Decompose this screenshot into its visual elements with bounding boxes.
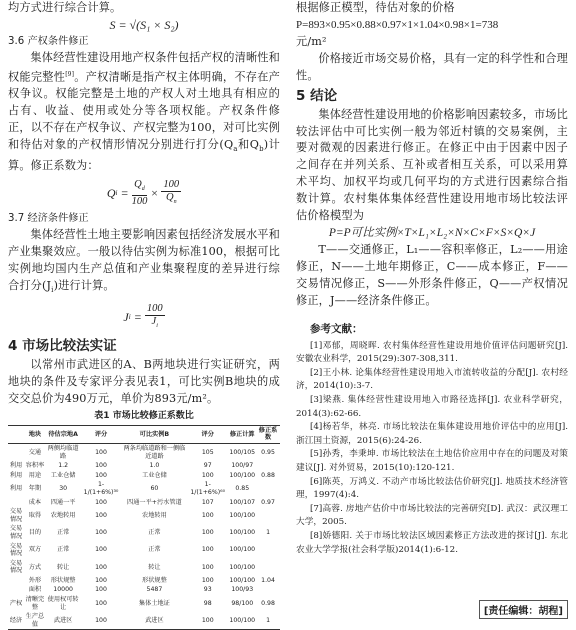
table-cell: 清晰完整 (25, 596, 45, 611)
table-cell: 93 (203, 586, 212, 594)
table-cell: 0.97 (261, 498, 275, 506)
table-group-cell: 利用 (9, 485, 23, 493)
table-row (8, 585, 280, 595)
equation-model: P=P可比实例×T×L₁×L₂×N×C×F×S×Q×J (328, 226, 536, 239)
table-cell: 98/100 (231, 599, 254, 607)
table-row (8, 480, 280, 497)
table-cell: 100 (201, 546, 214, 554)
price-conclusion-text: 价格接近市场交易价格，具有一定的科学性和合理性。 (296, 51, 568, 82)
table-cell: 100 (95, 546, 107, 554)
section-3-6-paragraph: 集体经营性建设用地产权条件包括产权的清晰性和权能完整性[9]。产权清晰是指产权主体明确，不存在产权争议。权能完整是土地的产权人对土地具有相应的占有、收益、使用或处分等各项权能。产权条件修正，以不存在产权争议、产权完整为100，对可比实例和待估对象的产权情形情况分别进行打分($Q_a$和$Q_b$)计算。修正系数为： (8, 50, 280, 173)
table-cell: 用途 (28, 471, 42, 479)
table-cell: 工业仓储 (50, 471, 76, 479)
table-cell: 1 (266, 529, 271, 537)
reference-item: [3]梁燕. 集体经营性建设用地入市路径选择[J]. 农业科学研究，2014(3):62-66. (296, 394, 568, 419)
table-cell: 正常 (148, 529, 161, 537)
table-cell: 100/100 (229, 511, 256, 519)
reference-item: [1]邓郁，周晓晖. 农村集体经营性建设用地价值评估问题研究[J]. 安徽农业科学，2015(29):307-308,311. (296, 340, 568, 365)
table-cell: 正常 (56, 546, 70, 554)
table-cell: 武进区 (53, 617, 73, 625)
right-column (296, 0, 568, 557)
table-cell: 100 (95, 563, 107, 571)
table-cell: 两侧均临道路 (47, 444, 79, 460)
table-cell: 外形 (28, 576, 42, 584)
table-cell: 1-1/(1+6%)⁶⁰ (190, 481, 226, 496)
table-cell: 双方 (28, 546, 42, 554)
table-cell (256, 559, 280, 576)
table-cell: 方式 (28, 563, 42, 571)
table-cell: 形状规整 (142, 576, 167, 584)
table-cell: 100 (95, 576, 107, 584)
table-row (8, 524, 280, 541)
reference-item: [2]王小林. 论集体经营性建设用地入市流转收益的分配[J]. 农村经济，2014(10):3-7. (296, 367, 568, 392)
table-cell (256, 507, 280, 524)
table-cell: 生产总值 (25, 613, 45, 628)
table-cell: 100/100 (229, 563, 256, 571)
editor-note: [责任编辑：胡程] (479, 600, 568, 619)
table-cell: 0.85 (235, 485, 250, 493)
table-row (8, 507, 280, 524)
table-header-row: 地块 待估宗地A 评分 可比实例B 评分 修正计算 修正系数 (8, 425, 280, 443)
reference-item: [6]陈英，万鸿义. 不动产市场比较法估价研究[J]. 地质技术经济管理，1997(4):4. (296, 476, 568, 501)
table-row (8, 559, 280, 576)
table-cell: 100 (95, 462, 107, 470)
section-3-6-title: 3.6 产权条件修正 (8, 35, 89, 47)
table-cell: 农地转用 (50, 511, 76, 519)
table-cell: 工业仓储 (142, 471, 167, 479)
table-cell: 正常 (148, 546, 161, 554)
reference-item: [5]孙秀，李秉坤. 市场比较法在土地估价应用中存在的问题及对策建议[J]. 对外贸易，2015(10):120-121. (296, 449, 568, 473)
table-group-cell: 交易情况 (9, 559, 23, 575)
table-cell: 100 (95, 498, 107, 506)
section-5-definitions: T——交通修正，L₁——容积率修正，L₂——用途修正，N——土地年期修正，C——成本修正，F——交易情况修正，S——外形条件修正，Q——产权情况修正，J——经济条件修正。 (296, 242, 568, 307)
table-row (8, 471, 280, 481)
table-cell: 取得 (28, 511, 42, 519)
table-group-cell (8, 585, 24, 595)
table-cell: 100/100 (229, 576, 256, 584)
table-cell: 武进区 (145, 617, 164, 625)
table-cell: 100 (95, 599, 107, 607)
table-cell: 107 (201, 498, 214, 506)
table-cell: 0.98 (261, 599, 275, 607)
table-cell: 集体土地证 (138, 599, 170, 607)
table-cell: 成本 (28, 498, 42, 506)
section-3-7-title: 3.7 经济条件修正 (8, 213, 89, 225)
table-cell: 100/100 (229, 617, 256, 625)
equation-s: S = √(S₁ × S₂) (109, 17, 179, 32)
table-cell: 100 (95, 511, 107, 519)
table-cell: 97 (203, 462, 212, 470)
table-group-cell: 利用 (9, 462, 23, 470)
section-3-7-paragraph: 集体经营性土地主要影响因素包括经济发展水平和产业集聚效应。一般以待估实例为标准100，根据可比实例地均国内生产总值和产业集聚程度的差异进行综合打分$(J_i)$进行计算。 (8, 228, 280, 295)
table-group-cell: 经济 (9, 617, 23, 625)
table-row (8, 461, 280, 471)
table-group-cell (8, 576, 24, 586)
table-cell (256, 480, 280, 497)
references-title: 参考文献： (310, 322, 363, 335)
table-cell: 100/100 (229, 471, 256, 479)
table-cell: 105 (201, 448, 214, 456)
table-row (8, 576, 280, 586)
table-cell (256, 585, 280, 595)
table-cell: 1.04 (261, 576, 275, 584)
table-cell: 年期 (28, 485, 42, 493)
table-cell: 100 (95, 471, 107, 479)
table-cell: 100 (201, 529, 214, 537)
correction-table (8, 425, 280, 630)
table-cell: 正常 (56, 529, 70, 537)
table-group-cell (8, 443, 24, 461)
table-cell: 100 (201, 563, 214, 571)
table-cell: 100/100 (229, 546, 256, 554)
table-cell (256, 461, 280, 471)
table-cell: 100 (201, 617, 214, 625)
table-group-cell: 利用 (9, 471, 23, 479)
table-caption: 表1 市场比较修正系数比 (94, 410, 194, 421)
reference-item: [7]高蓉. 房地产估价中市场比较法的完善研究[D]. 武汉：武汉理工大学，2005. (296, 503, 568, 528)
table-cell: 转让 (56, 563, 70, 571)
table-row (8, 612, 280, 630)
section-5-paragraph: 集体经营性建设用地的价格影响因素较多，市场比较法评估中可比实例一般为邻近村镇的交易案例，主要对微观的因素进行修正。在修正中由于因素中因子之间存在并列关系、互补或者相互关系，可以采用算术平均、加权平均或几何平均的方式进行因素综合指数计算。农村集体集体经营性建设用地市场比较法评估价格模型为 (296, 107, 568, 223)
reference-item: [4]杨若华，林亮. 市场比较法在集体建设用地价评估中的应用[J]. 浙江国土资源，2015(6):24-26. (296, 422, 568, 446)
section-5-title: 5 结论 (296, 87, 338, 104)
table-row (8, 498, 280, 508)
table-cell: 5487 (146, 586, 163, 594)
equation-p-unit: 元/m² (296, 34, 327, 48)
table-cell: 1 (266, 617, 271, 625)
equation-p: P=893×0.95×0.88×0.97×1×1.04×0.98×1=738 (296, 18, 499, 31)
table-group-cell: 产权 (9, 599, 23, 607)
table-group-cell: 交易情况 (9, 508, 23, 523)
table-cell: 100/97 (231, 462, 254, 470)
table-cell: 100/93 (231, 586, 254, 594)
section-4-paragraph: 以常州市武进区的A、B两地块进行实证研究，两地块的条件及专家评分表见表1，可比实例B地块的成交交总价为490万元，单价为893元/m²。 (8, 358, 280, 405)
table-cell: 面积 (28, 586, 42, 594)
table-group-cell: 交易情况 (9, 542, 23, 558)
intro-text: 均方式进行综合计算。 (8, 1, 122, 14)
table-cell: 形状规整 (50, 576, 76, 584)
table-cell: 100 (95, 586, 107, 594)
table-cell: 两条均临道路和一侧临近道路 (123, 444, 186, 460)
table-cell: 100 (201, 576, 214, 584)
intro-text-right: 根据修正模型，待估对象的价格 (296, 1, 455, 14)
reference-item: [8]娇德阳. 关于市场比较法区域因素修正方法改进的探讨[J]. 东北农业大学学报(社会科学版)2014(1):6-12. (296, 530, 568, 555)
references-list (296, 340, 568, 558)
table-cell: 目的 (28, 529, 42, 537)
table-cell: 100/107 (229, 498, 256, 506)
table-cell: 100 (95, 448, 107, 456)
table-cell: 98 (203, 599, 212, 607)
table-cell: 100/105 (229, 448, 256, 456)
table-cell: 100 (95, 529, 107, 537)
section-4-title: 4 市场比较法实证 (8, 338, 117, 355)
table-cell: 转让 (148, 563, 161, 571)
table-cell: 100 (201, 471, 214, 479)
table-row (8, 542, 280, 559)
table-row (8, 443, 280, 461)
table-cell (256, 542, 280, 559)
table-cell: 100/100 (229, 529, 256, 537)
table-row (8, 595, 280, 612)
left-column (8, 0, 280, 630)
table-cell: 60 (150, 485, 159, 493)
table-cell: 四通一平+污水管道 (127, 498, 182, 506)
table-cell: 1.0 (149, 462, 160, 470)
table-cell: 0.88 (261, 471, 275, 479)
table-cell: 0.95 (261, 448, 275, 456)
table-cell: 30 (59, 485, 68, 493)
table-cell: 容积率 (25, 462, 45, 470)
equation-q: Q i = $\frac{Q_d}{100}$ × $\frac{100}{Q_n}$ (106, 178, 180, 207)
table-cell: 交通 (28, 448, 42, 456)
table-cell: 1.2 (58, 462, 69, 470)
table-group-cell (8, 498, 24, 508)
table-cell: 使用权可转让 (47, 596, 79, 611)
equation-j: J i = $\frac{100}{J_i}$ (123, 302, 163, 329)
table-cell: 四通一平 (50, 498, 76, 506)
table-cell: 100 (201, 511, 214, 519)
table-cell: 10000 (53, 586, 73, 594)
table-cell: 农地转用 (142, 511, 167, 519)
table-cell: 100 (95, 617, 107, 625)
table-group-cell: 交易情况 (9, 525, 23, 540)
table-cell: 1-1/(1+6%)³⁰ (83, 481, 119, 496)
